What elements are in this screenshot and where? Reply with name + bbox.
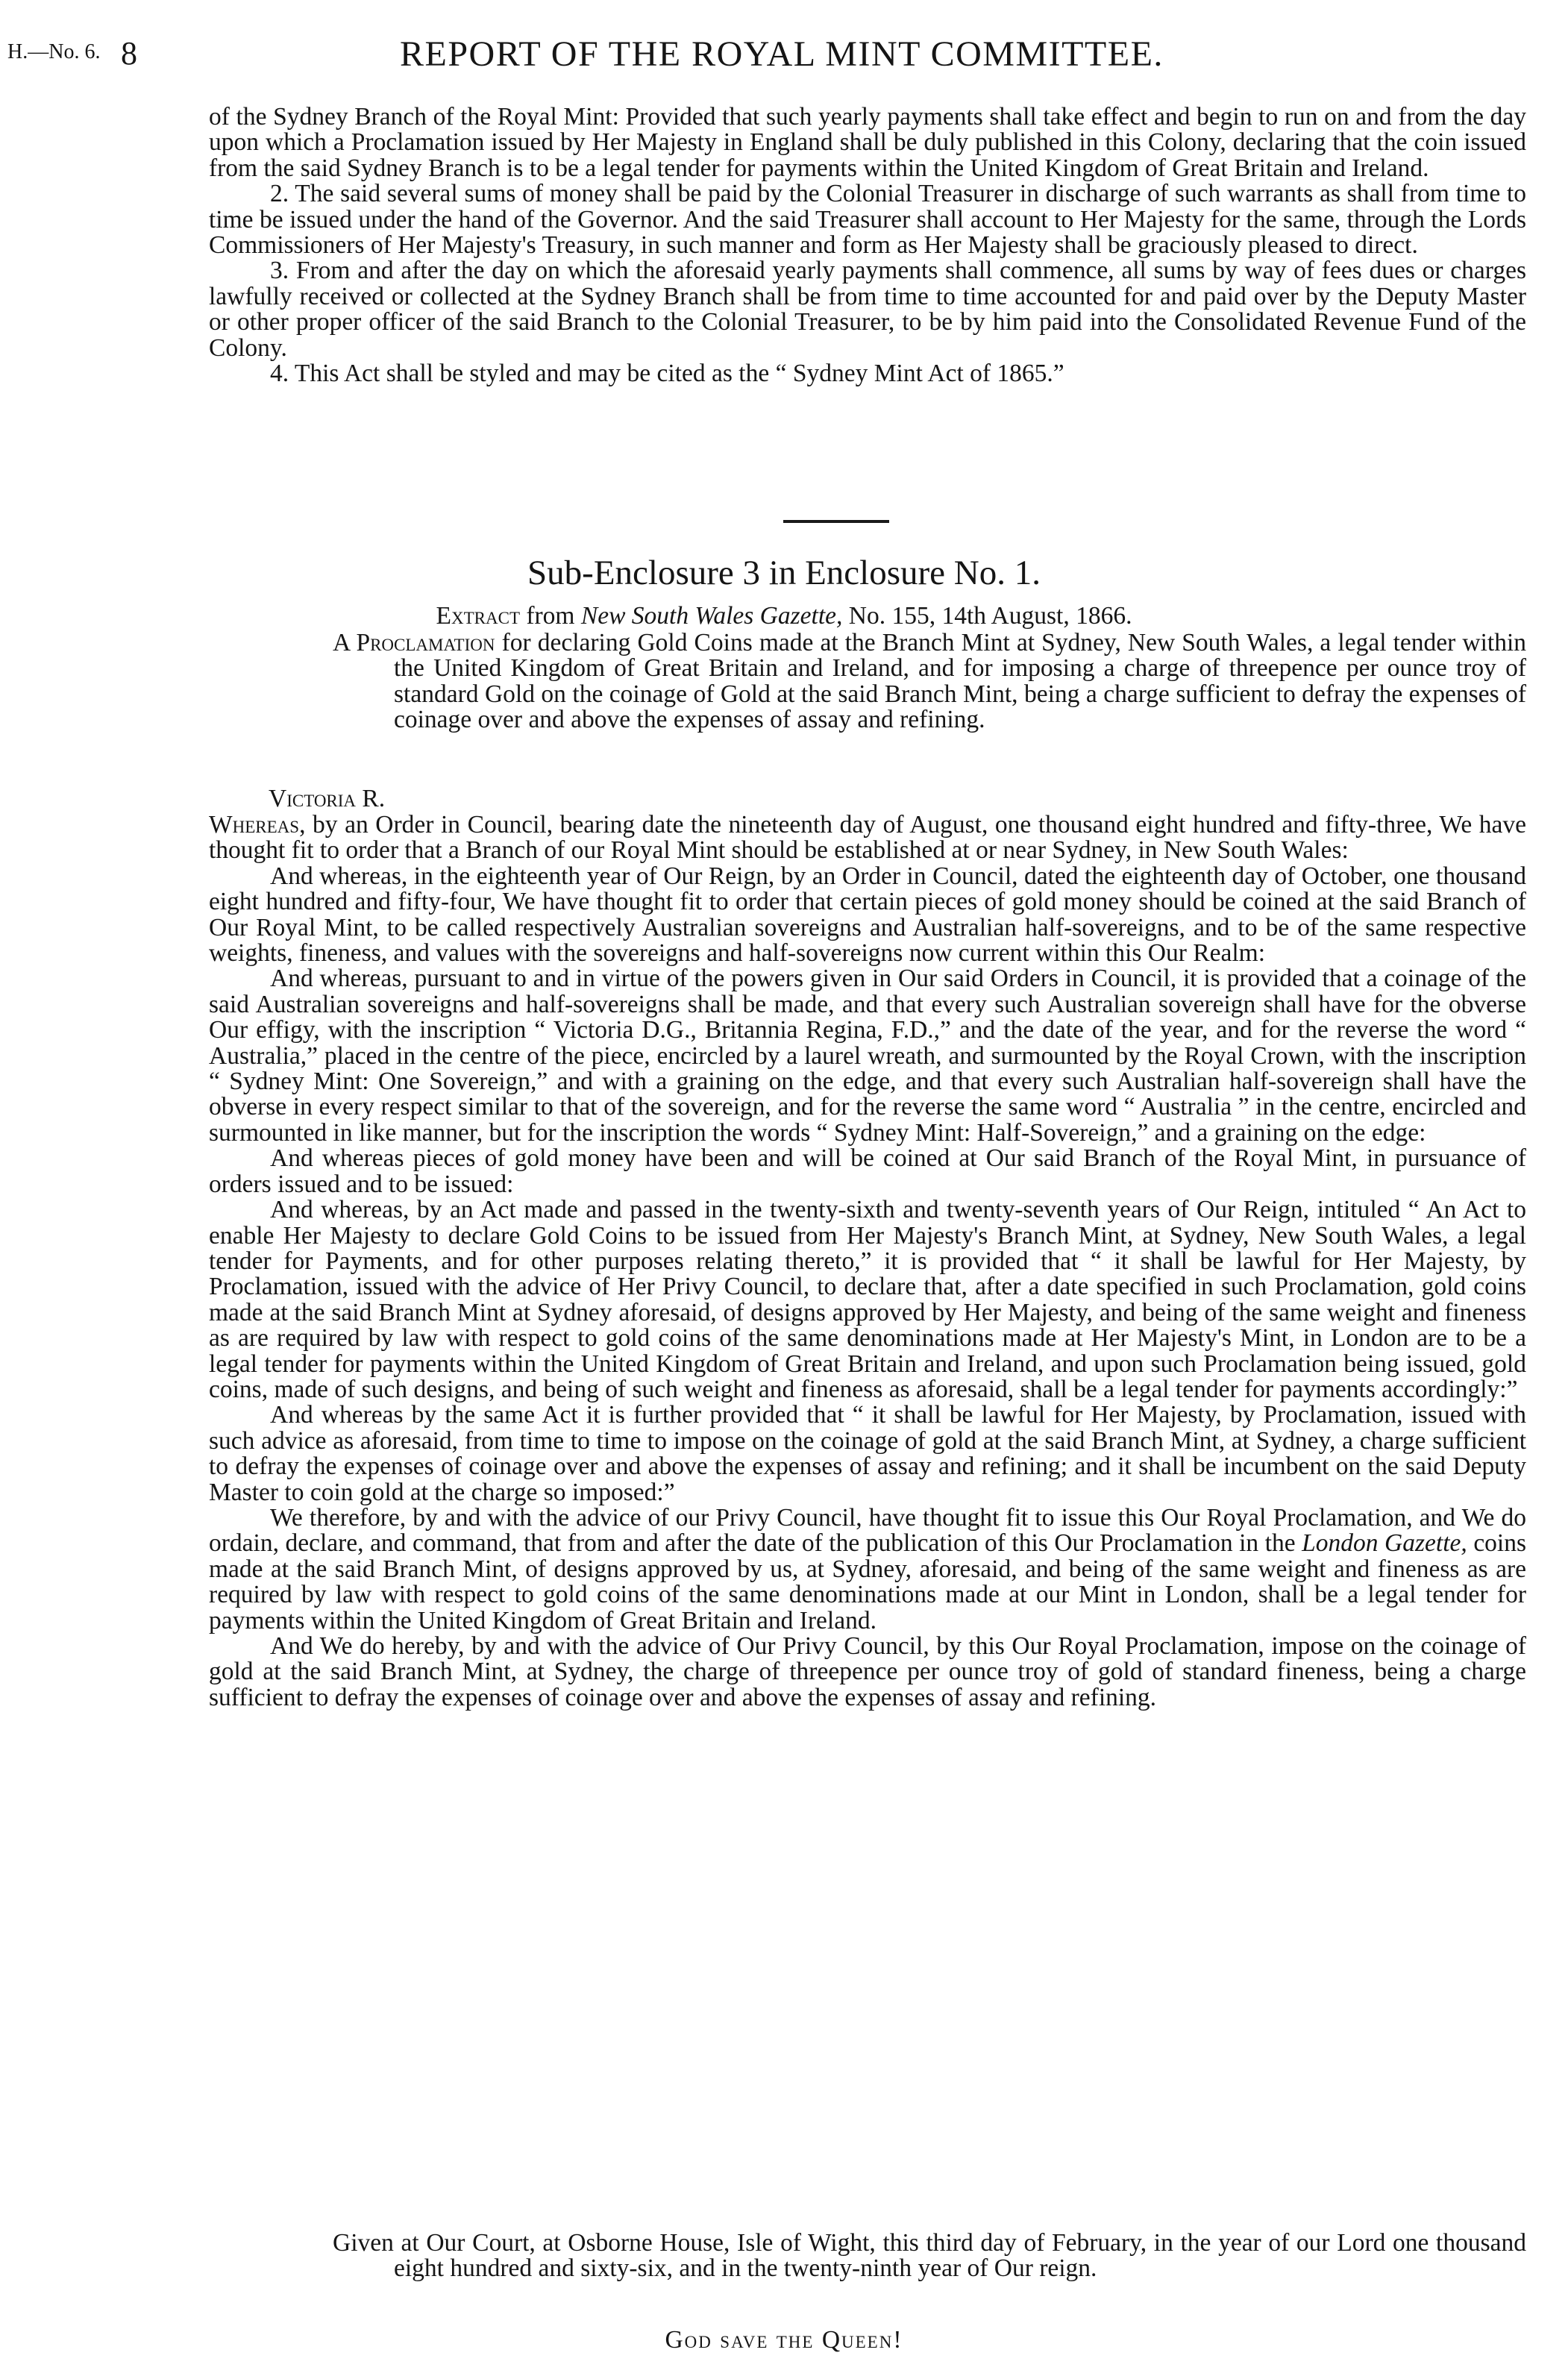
sub-enclosure-heading: Sub-Enclosure 3 in Enclosure No. 1. [527,554,1041,592]
paper-number: H.—No. 6. [7,40,101,63]
whereas-paragraph-3: And whereas, pursuant to and in virtue of the powers given in Our said Orders in Council, it is provided that a coinage of the said Australian sovereigns and half-sovereigns shall be made, and that every such Australian sovereign shall have for the obverse Our effigy, with the inscription “ Victoria D.G., Britannia Regina, F.D.,” and the date of the year, and for the reverse the word “ Australia,” placed in the centre of the piece, encircled by a laurel wreath, and surmounted by the Royal Crown, with the inscription “ Sydney Mint: One Sovereign,” and with a graining on the edge, and that every such Australian half-sovereign shall have the obverse in every respect similar to that of the sovereign, and for the reverse the same word “ Australia ” in the centre, encircled and surmounted in like manner, but for the inscription the words “ Sydney Mint: Half-Sovereign,” and a graining on the edge: [209,965,1526,1147]
act-paragraph-3: 3. From and after the day on which the aforesaid yearly payments shall commence, all sums by way of fees dues or charges lawfully received or collected at the Sydney Branch shall be from time to time accounted for and paid over by the Deputy Master or other proper officer of the said Branch to the Colonial Treasurer, to be by him paid into the Consolidated Revenue Fund of the Colony. [209,257,1526,362]
given-at-court: Given at Our Court, at Osborne House, Isle of Wight, this third day of February, in the year of our Lord one thousand eight hundred and sixty-six, and in the twenty-ninth year of Our reign. [333,2229,1526,2283]
whereas-paragraph-4: And whereas pieces of gold money have been and will be coined at Our said Branch of the Royal Mint, in pursuance of orders issued and to be issued: [209,1144,1526,1198]
whereas-text: by an Order in Council, bearing date the nineteenth day of August, one thousand eight hundred and fifty-three, We have thought fit to order that a Branch of our Royal Mint should be established at or near Sydney, in New South Wales: [209,811,1526,865]
whereas-paragraph-2: And whereas, in the eighteenth year of Our Reign, by an Order in Council, dated the eighteenth day of October, one thousand eight hundred and fifty-four, We have thought fit to order that certain pieces of gold money should be coined at the said Branch of Our Royal Mint, to be called respectively Australian sovereigns and Australian half-sovereigns, and to be of the same respective weights, fineness, and values with the sovereigns and half-sovereigns now current within this Our Realm: [209,862,1526,968]
proclamation-body [209,812,1526,1711]
extract-line [0,603,1568,630]
act-paragraph-1: of the Sydney Branch of the Royal Mint: Provided that such yearly payments shall take effect and begin to run on and from the day upon which a Proclamation issued by Her Majesty in England shall be duly published in this Colony, declaring that the coin issued from the said Sydney Branch is to be a legal tender for payments within the United Kingdom of Great Britain and Ireland. [209,103,1526,182]
ordain-paragraph [209,1505,1526,1634]
act-text [209,104,1526,386]
whereas-paragraph-1 [209,812,1526,864]
proclamation-title [333,630,1526,733]
ordain-text-a: We therefore, by and with the advice of our Privy Council, have thought fit to issue this Our Royal Proclamation, and We do ordain, declare, and command, that from and after the date of the publication of this Our Proclamation in the [209,1503,1526,1558]
section-divider [783,520,889,523]
proclamation-lead: A Proclamation [333,629,495,656]
running-title: REPORT OF THE ROYAL MINT COMMITTEE. [400,34,1164,74]
act-paragraph-4: 4. This Act shall be styled and may be cited as the “ Sydney Mint Act of 1865.” [270,360,1064,388]
god-save-the-queen: God save the Queen! [665,2326,903,2354]
signatory: Victoria R. [269,785,386,812]
whereas-paragraph-6: And whereas by the same Act it is further provided that “ it shall be lawful for Her Majesty, by Proclamation, issued with such advice as aforesaid, from time to time to impose on the coinage of gold at the said Branch Mint, at Sydney, a charge sufficient to defray the expenses of coinage over and above the expenses of assay and refining; and it shall be incumbent on the said Deputy Master to coin gold at the charge so imposed:” [209,1401,1526,1506]
gazette-issue: No. 155, 14th August, 1866. [848,602,1132,630]
proclamation-text: for declaring Gold Coins made at the Branch Mint at Sydney, New South Wales, a legal tender within the United Kingdom of Great Britain and Ireland, and for imposing a charge of threepence per ounce troy of standard Gold on the coinage of Gold at the said Branch Mint, being a charge sufficient to defray the expenses of coinage over and above the expenses of assay and refining. [394,629,1527,734]
extract-label: Extract [436,602,520,630]
gazette-name: New South Wales Gazette, [580,602,843,630]
page-number: 8 [121,35,137,72]
extract-from: from [526,602,575,630]
whereas-caps: Whereas, [209,811,306,839]
charge-paragraph: And We do hereby, by and with the advice of Our Privy Council, by this Our Royal Proclamation, impose on the coinage of gold at the said Branch Mint, at Sydney, the charge of threepence per ounce troy of gold of standard fineness, being a charge sufficient to defray the expenses of coinage over and above the expenses of assay and refining. [209,1632,1526,1711]
london-gazette: London Gazette, [1302,1529,1467,1558]
whereas-paragraph-5: And whereas, by an Act made and passed in the twenty-sixth and twenty-seventh years of Our Reign, intituled “ An Act to enable Her Majesty to declare Gold Coins to be issued from Her Majesty's Branch Mint, at Sydney, New South Wales, a legal tender for Payments, and for other purposes relating thereto,” it is provided that “ it shall be lawful for Her Majesty, by Proclamation, issued with the advice of Her Privy Council, to declare that, after a date specified in such Proclamation, gold coins made at the said Branch Mint at Sydney aforesaid, of designs approved by Her Majesty, and being of the same weight and fineness as are required by law with respect to gold coins of the same denominations made at Her Majesty's Mint, in London are to be a legal tender for payments within the United Kingdom of Great Britain and Ireland, and upon such Proclamation being issued, gold coins, made of such designs, and being of such weight and fineness as aforesaid, shall be a legal tender for payments accordingly:” [209,1196,1526,1403]
act-paragraph-2: 2. The said several sums of money shall be paid by the Colonial Treasurer in discharge of such warrants as shall from time to time be issued under the hand of the Governor. And the said Treasurer shall account to Her Majesty for the same, through the Lords Commissioners of Her Majesty's Treasury, in such manner and form as Her Majesty shall be graciously pleased to direct. [209,180,1526,260]
ordain-text-b: coins made at the said Branch Mint, of designs approved by us, at Sydney, aforesaid, and being of the same weight and fineness as are required by law with respect to gold coins of the same denominations made at our Mint in London, shall be a legal tender for payments within the United Kingdom of Great Britain and Ireland. [209,1529,1527,1634]
